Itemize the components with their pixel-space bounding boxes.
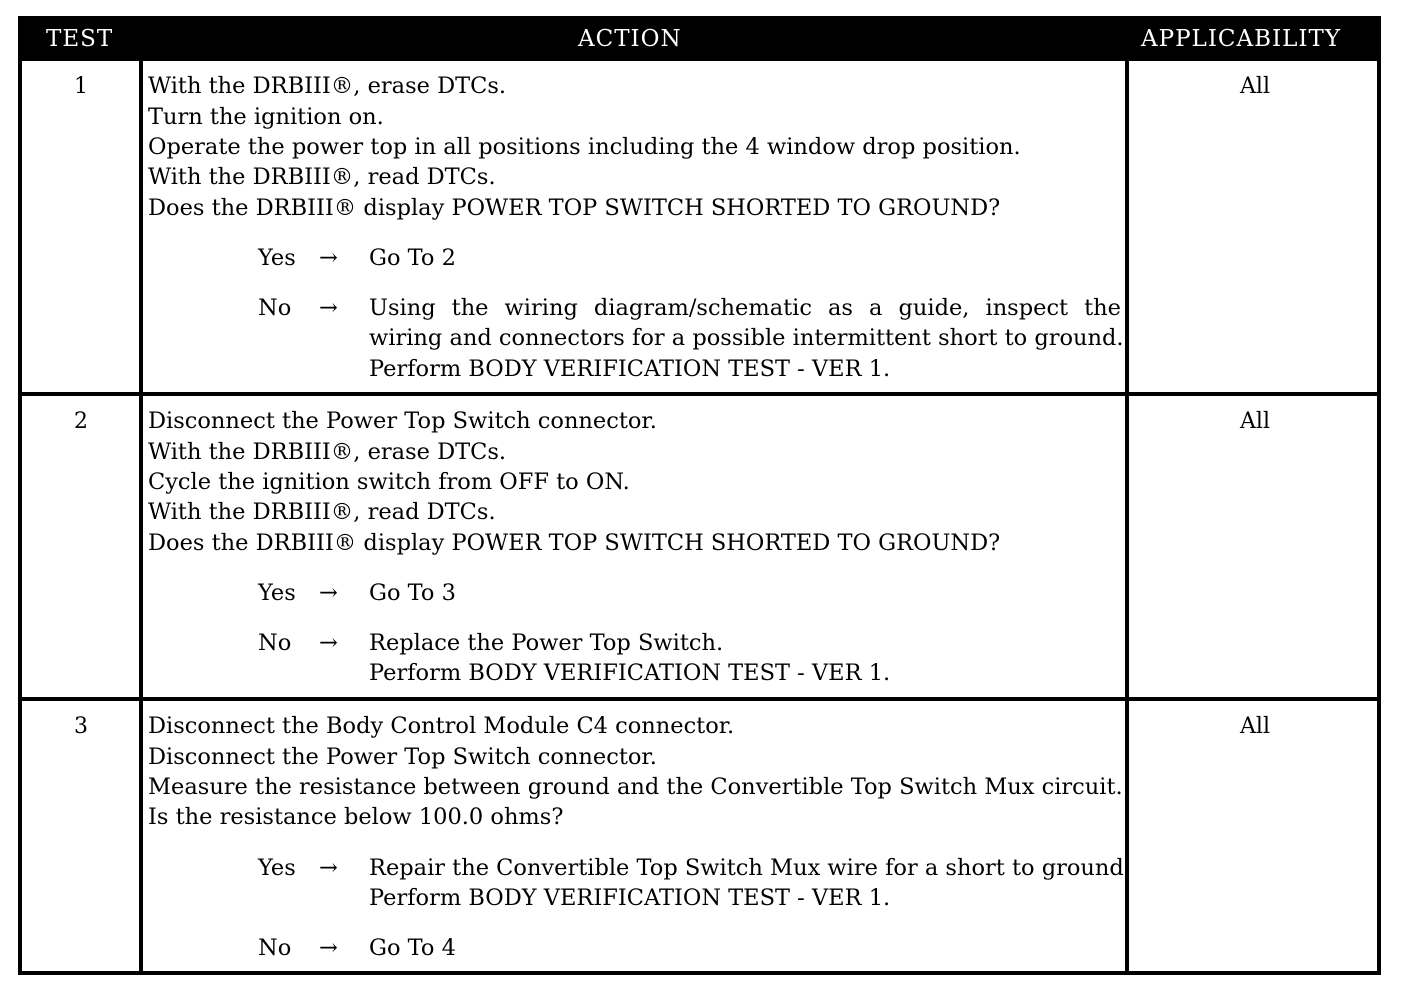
action-step: With the DRBIII®, read DTCs. — [148, 164, 496, 190]
applicability-value: All — [1240, 74, 1270, 99]
applicability-value: All — [1240, 714, 1270, 739]
no-result: Perform BODY VERIFICATION TEST - VER 1. — [369, 660, 891, 686]
header-action: ACTION — [578, 26, 682, 52]
yes-result: Go To 2 — [369, 245, 456, 271]
action-step: Disconnect the Power Top Switch connector. — [148, 744, 657, 770]
yes-label: Yes — [258, 855, 296, 881]
action-step: Does the DRBIII® display POWER TOP SWITCH SHORTED TO GROUND? — [148, 195, 1001, 221]
table-header — [22, 20, 1377, 61]
action-step: Is the resistance below 100.0 ohms? — [148, 804, 564, 830]
yes-result: Repair the Convertible Top Switch Mux wire for a short to ground. — [369, 855, 1131, 881]
no-label: No — [258, 295, 292, 321]
action-step: Turn the ignition on. — [148, 104, 384, 130]
action-step: Disconnect the Body Control Module C4 connector. — [148, 713, 735, 739]
yes-result: Perform BODY VERIFICATION TEST - VER 1. — [369, 885, 891, 911]
yes-label: Yes — [258, 245, 296, 271]
row-divider — [22, 697, 1377, 701]
row-divider — [22, 392, 1377, 396]
arrow-icon: → — [319, 855, 338, 881]
arrow-icon: → — [319, 630, 338, 656]
action-step: With the DRBIII®, read DTCs. — [148, 499, 496, 525]
applicability-value: All — [1240, 409, 1270, 434]
arrow-icon: → — [319, 580, 338, 606]
no-result: wiring and connectors for a possible intermittent short to ground. — [369, 325, 1124, 351]
header-test: TEST — [46, 26, 114, 52]
no-result: Replace the Power Top Switch. — [369, 630, 724, 656]
action-step: With the DRBIII®, erase DTCs. — [148, 439, 507, 465]
test-number: 1 — [74, 74, 88, 99]
action-step: Operate the power top in all positions including the 4 window drop position. — [148, 134, 1021, 160]
no-label: No — [258, 630, 292, 656]
arrow-icon: → — [319, 295, 338, 321]
action-step: Disconnect the Power Top Switch connector. — [148, 408, 657, 434]
action-step: With the DRBIII®, erase DTCs. — [148, 73, 507, 99]
no-result: Using the wiring diagram/schematic as a guide, inspect the — [369, 295, 1121, 321]
diagnostic-test-table — [18, 16, 1381, 975]
test-number: 2 — [74, 409, 88, 434]
arrow-icon: → — [319, 935, 338, 961]
column-divider — [139, 61, 143, 975]
yes-label: Yes — [258, 580, 296, 606]
no-result: Go To 4 — [369, 935, 456, 961]
action-step: Does the DRBIII® display POWER TOP SWITCH SHORTED TO GROUND? — [148, 530, 1001, 556]
no-label: No — [258, 935, 292, 961]
column-divider — [1125, 61, 1129, 975]
action-step: Measure the resistance between ground and the Convertible Top Switch Mux circuit. — [148, 774, 1123, 800]
test-number: 3 — [74, 714, 88, 739]
header-applicability: APPLICABILITY — [1141, 26, 1341, 52]
yes-result: Go To 3 — [369, 580, 456, 606]
arrow-icon: → — [319, 245, 338, 271]
no-result: Perform BODY VERIFICATION TEST - VER 1. — [369, 356, 891, 382]
action-step: Cycle the ignition switch from OFF to ON. — [148, 469, 630, 495]
